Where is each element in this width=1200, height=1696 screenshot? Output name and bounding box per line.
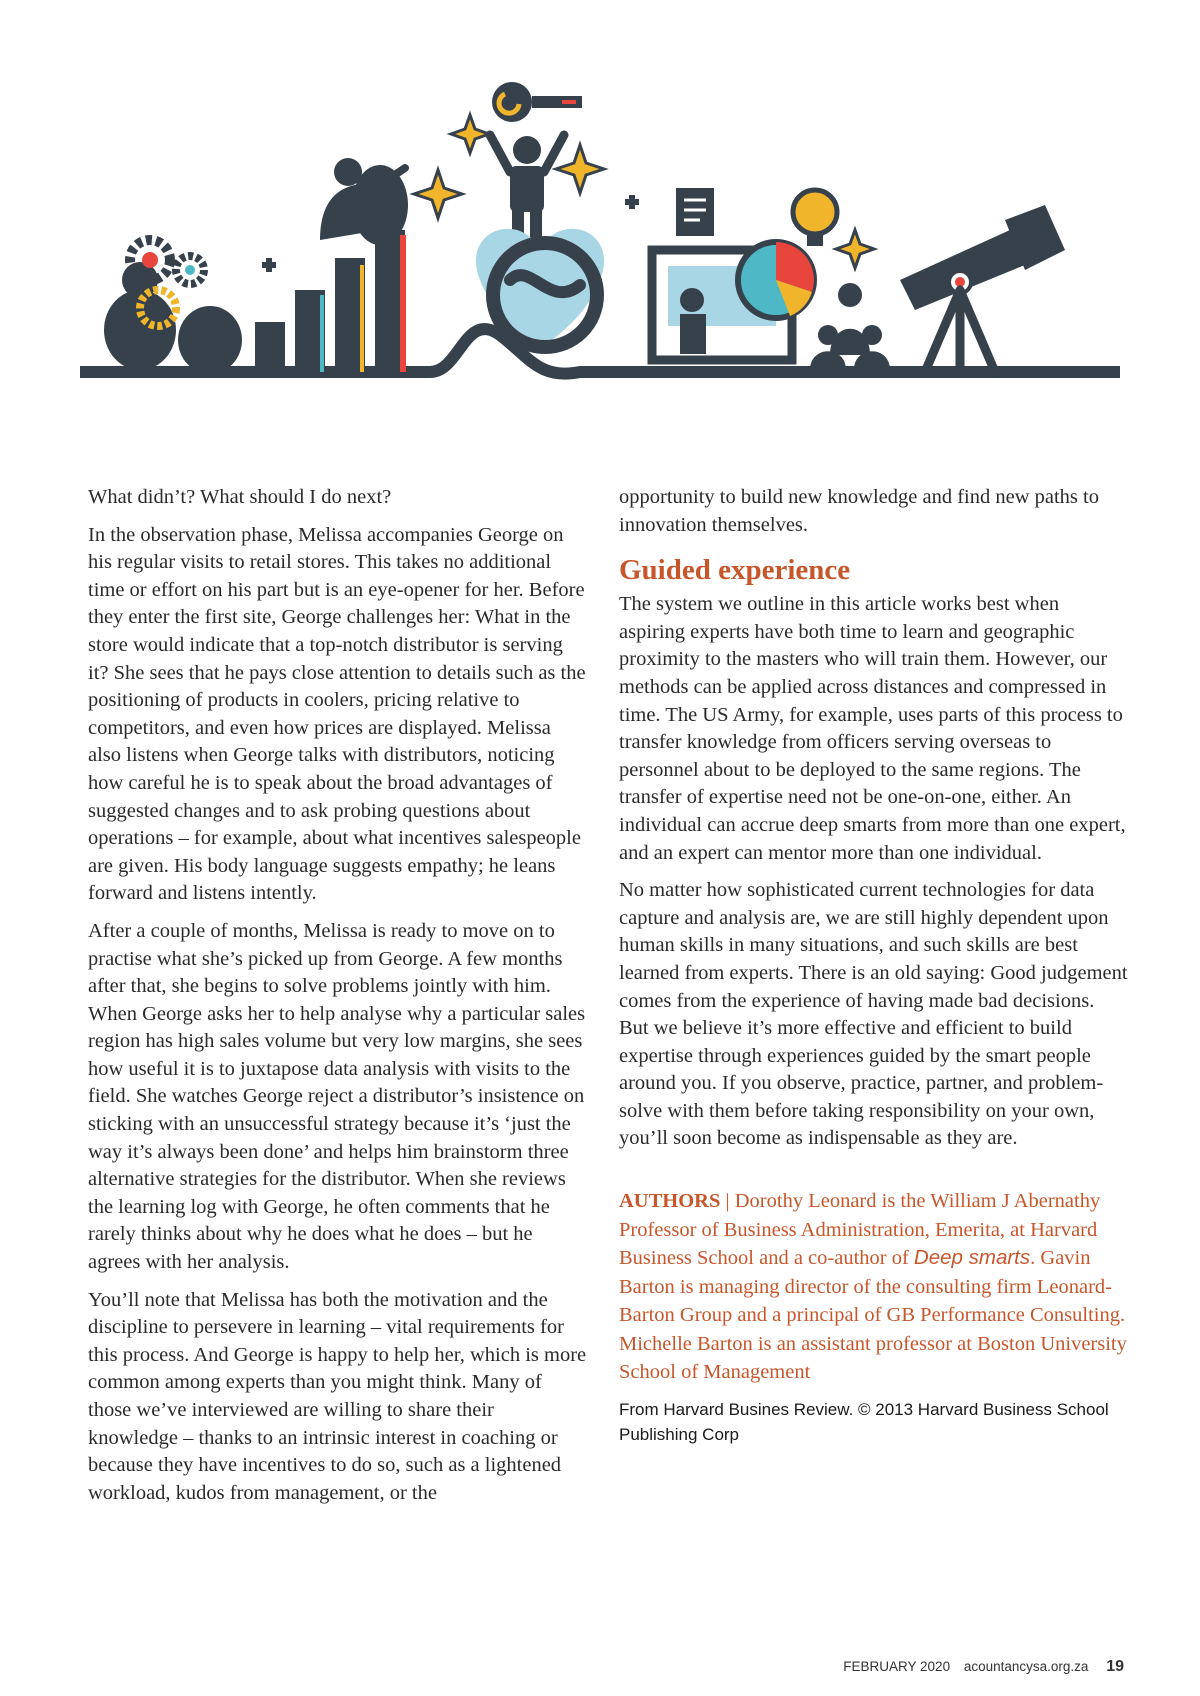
- paragraph: What didn’t? What should I do next?: [88, 486, 392, 508]
- authors-label: AUTHORS: [619, 1190, 721, 1213]
- gears-people-icon: [104, 240, 242, 374]
- page-footer: [833, 1658, 1124, 1676]
- header-illustration: [80, 80, 1120, 420]
- right-column: [619, 484, 1129, 1457]
- telescope-icon: [900, 205, 1065, 372]
- left-column: [88, 484, 588, 1517]
- issue-date: FEBRUARY 2020: [843, 1659, 951, 1674]
- book-title: Deep smarts: [913, 1246, 1031, 1270]
- paragraph: You’ll note that Melissa has both the motivation and the discipline to persevere in learning – vital requirements for this process. And George is happy to help her, which is more common among experts than you might think. Many of those we’ve interviewed are willing to share their knowledge – thanks to an intrinsic interest in coaching or because they have incentives to do so, such as a lightened workload, kudos from management, or the: [88, 1288, 587, 1504]
- lightbulb-icon: [793, 190, 837, 246]
- paragraph: In the observation phase, Melissa accompanies George on his regular visits to retail stores. This takes no additional time or effort on his part but is an eye-opener for her. Before they enter the first site, George challenges her: What in the store would indicate that a top-notch distributor is serving it? She sees that he pays close attention to details such as the positioning of products in coolers, pricing relative to competitors, and even how prices are displayed. Melissa also listens when George talks with distributors, noticing how careful he is to speak about the broad advantages of suggested changes and to ask probing questions about operations – for example, about what incentives salespeople are given. His body language suggests empathy; he leans forward and listens intently.: [88, 523, 586, 905]
- authors-separator: |: [720, 1190, 735, 1213]
- paragraph: opportunity to build new knowledge and find new paths to innovation themselves.: [619, 486, 1099, 536]
- page-number: 19: [1106, 1658, 1124, 1675]
- pie-chart-icon: [738, 242, 814, 318]
- bar-chart-icon: [255, 230, 406, 372]
- climbing-people-icon: [320, 158, 408, 245]
- people-group-icon: [810, 283, 890, 370]
- authors-text: . Gavin Barton is managing director of the consulting firm Leonard-Barton Group and a principal of GB Performance Consulting. Michelle Barton is an assistant professor at Boston University School of Management: [619, 1247, 1127, 1384]
- website-url: acountancysa.org.za: [963, 1659, 1089, 1674]
- key-icon: [492, 82, 582, 122]
- authors-text: Dorothy Leonard is the William J Abernathy Professor of Business Administration, Emerita, at Harvard Business School and a co-author of: [619, 1190, 1101, 1270]
- document-icon: [625, 188, 714, 236]
- section-heading: Guided experience: [619, 554, 851, 587]
- source-credit: From Harvard Busines Review. © 2013 Harvard Business School Publishing Corp: [619, 1399, 1109, 1444]
- paragraph: The system we outline in this article works best when aspiring experts have both time to learn and geographic proximity to the masters who will train them. However, our methods can be applied across distances and compressed in time. The US Army, for example, uses parts of this process to transfer knowledge from officers serving overseas to personnel about to be deployed to the same regions. The transfer of expertise need not be one-on-one, either. An individual can accrue deep smarts from more than one expert, and an expert can mentor more than one individual.: [619, 593, 1126, 864]
- paragraph: After a couple of months, Melissa is ready to move on to practise what she’s picked up from George. A few months after that, she begins to solve problems jointly with him. When George asks her to help analyse why a particular sales region has high sales volume but very low margins, she sees how useful it is to juxtapose data analysis with visits to the field. She watches George reject a distributor’s insistence on sticking with an unsuccessful strategy because it’s ‘just the way it’s always been done’ and helps him brainstorm three alternative strategies for the distributor. When she reviews the learning log with George, he often comments that he rarely thinks about why he does what he does – but he agrees with her analysis.: [88, 919, 586, 1274]
- paragraph: No matter how sophisticated current technologies for data capture and analysis are, we are still highly dependent upon human skills in many situations, and such skills are best learned from experts. There is an old saying: Good judgement comes from the experience of having made bad decisions. But we believe it’s more effective and efficient to build expertise through experiences guided by the smart people around you. If you observe, practice, partner, and problem-solve with them before taking responsibility on your own, you’ll soon become as indispensable as they are.: [619, 879, 1128, 1150]
- authors-bio: [619, 1187, 1129, 1387]
- person-celebrating-icon: [490, 135, 564, 238]
